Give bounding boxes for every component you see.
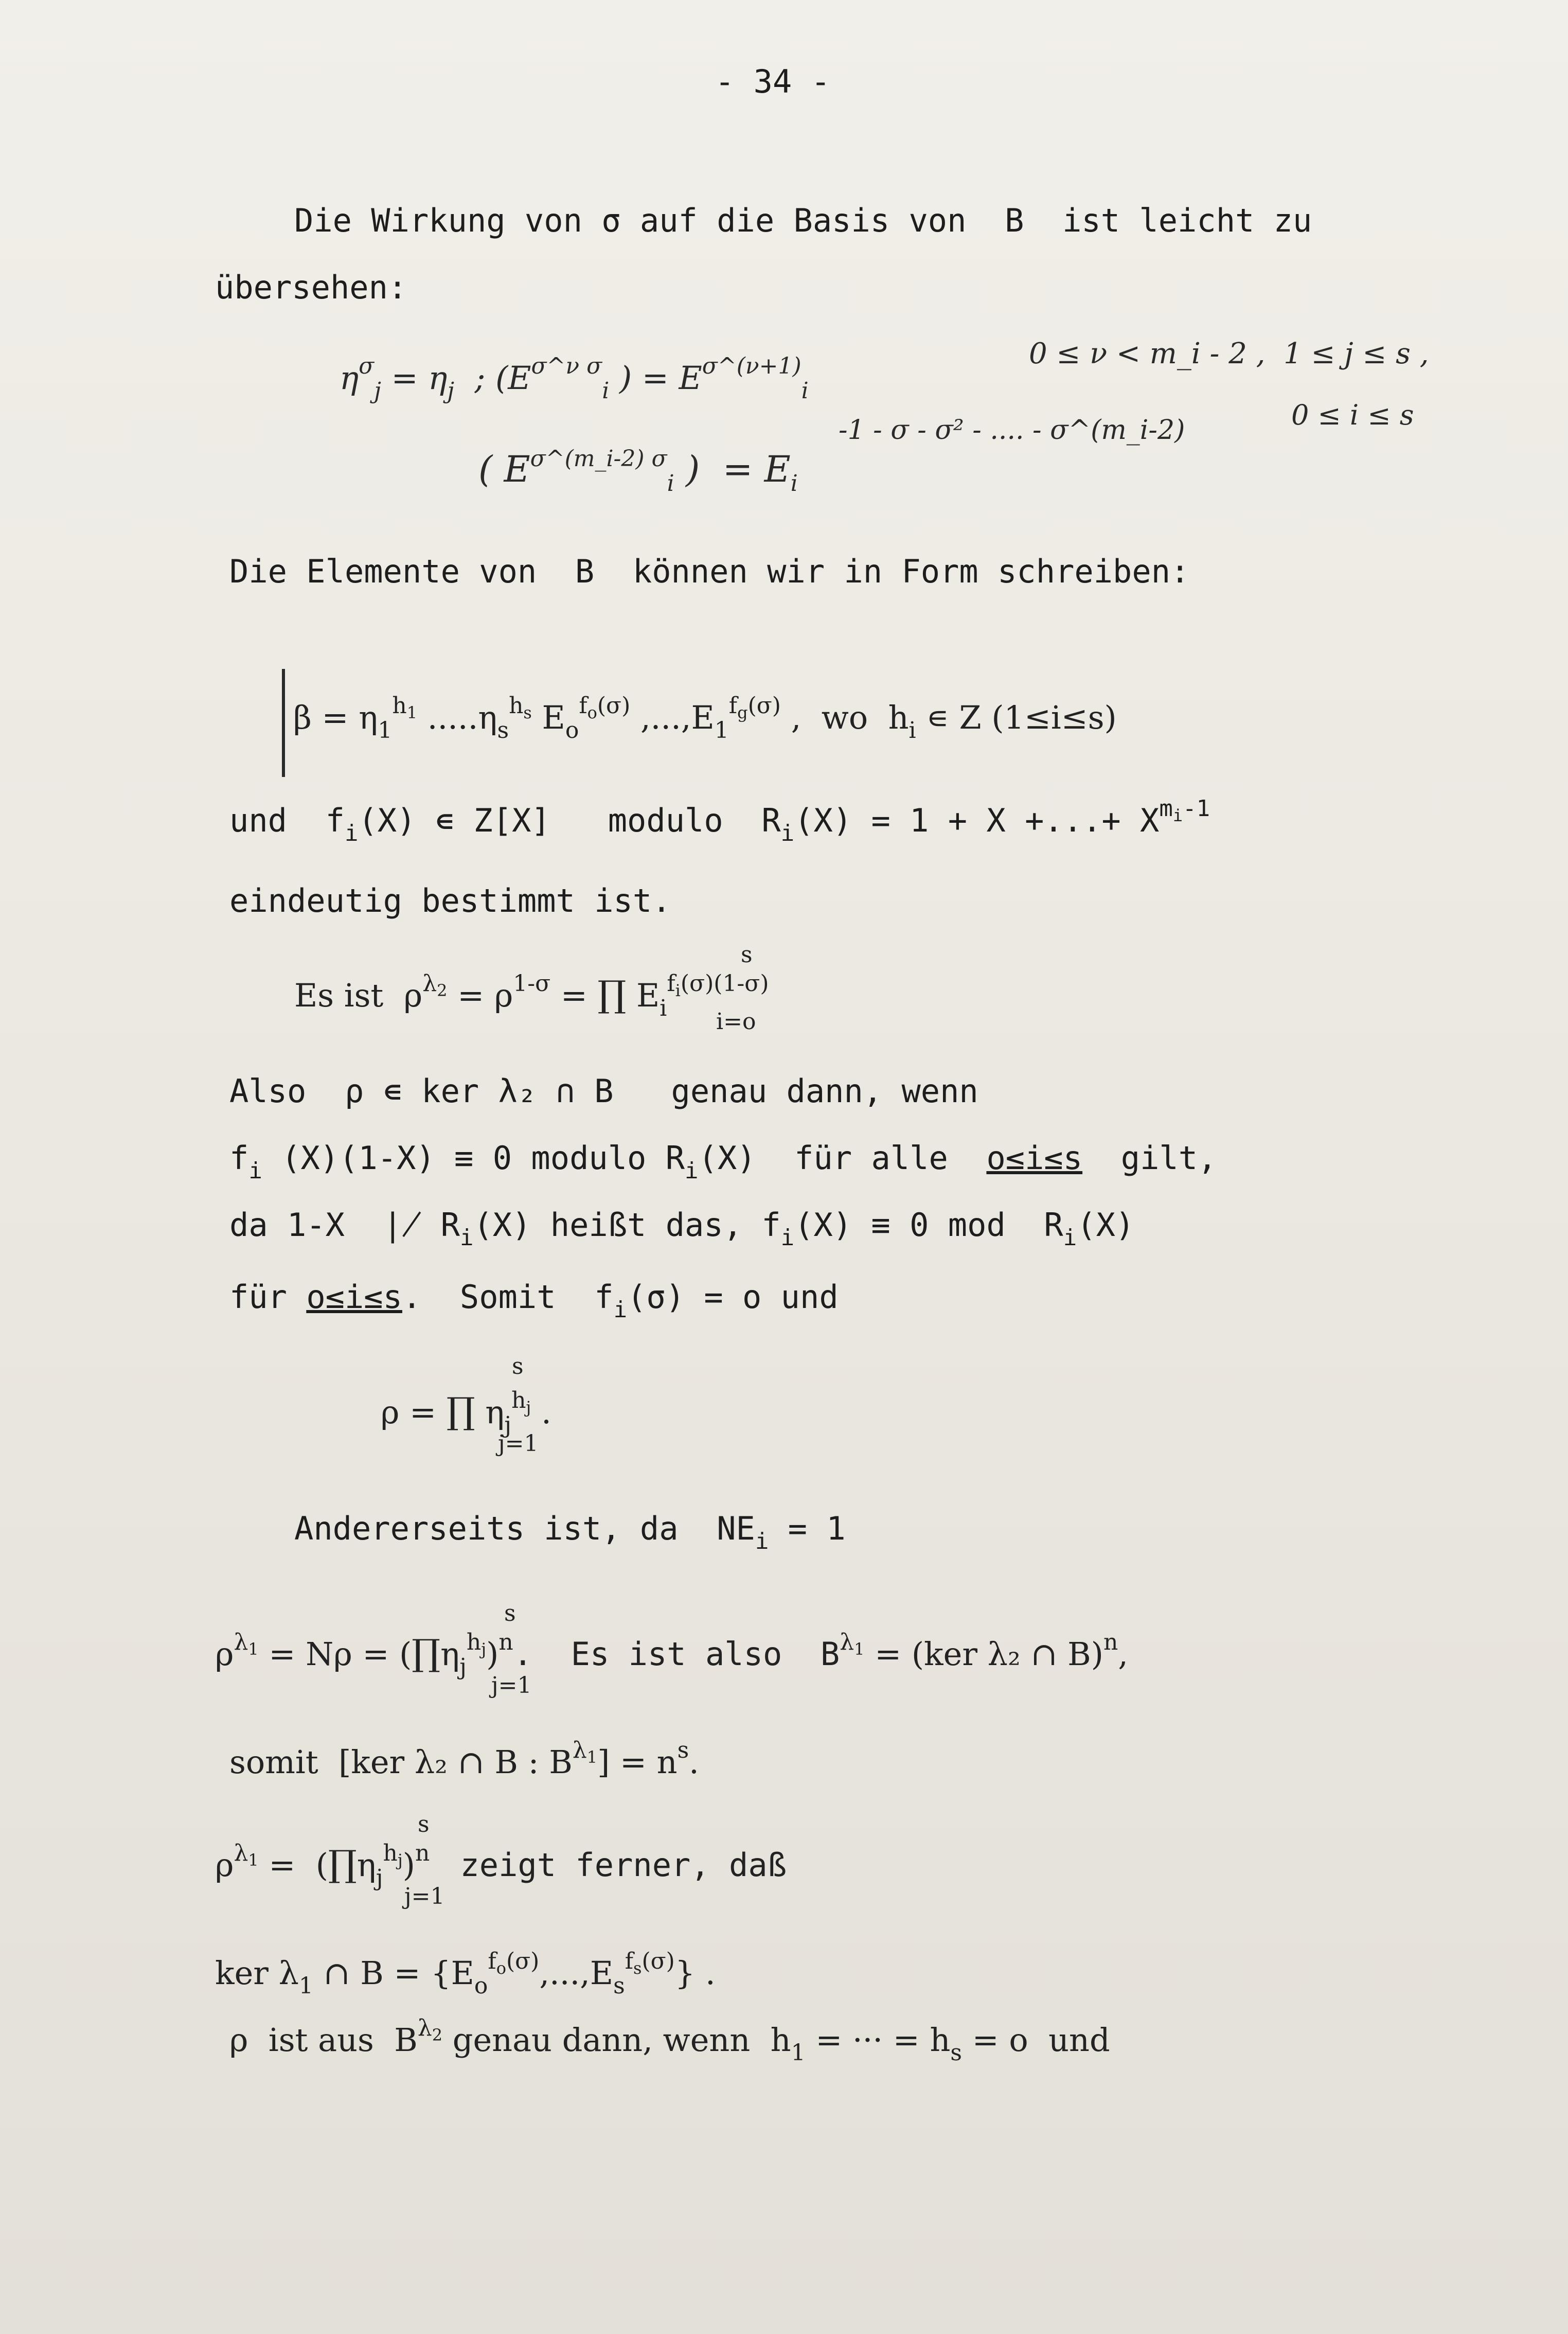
last-line: ρ ist aus $B^{\lambda_2}$ genau dann, wenn $h_1$ = ··· = $h_s = o$ und [229, 2015, 1110, 2066]
also-line: Also ρ ∊ ker λ₂ ∩ B genau dann, wenn [229, 1072, 978, 1110]
rho-prod-lower: j=1 [498, 1430, 539, 1457]
rho-prod-upper: s [512, 1353, 524, 1380]
rho-lambda1-equation: $\rho^{\lambda_1} = N\rho$ = $(\prod\eta_j^{h_j})^n$. Es ist also $B^{\lambda_1} = (ker$ λ₂ ∩ B)$^n$, [215, 1629, 1128, 1680]
margin-bar [282, 669, 285, 777]
es-ist-prod-upper: s [741, 942, 753, 968]
beta-equation: $\beta = \eta_1^{h_1}$ $.....\eta_s^{h_s}$ $E_o^{f_o(\sigma)}$ $,...,E_1^{f_g(\sigma)}$ , wo $h_i$ ∊ Z (1≤i≤s) [293, 693, 1117, 744]
ker-line: ker $\lambda_1$ ∩ $B = \{E_o^{f_o(\sigma)},...,E_s^{f_s(\sigma)}\}$ . [215, 1948, 716, 1999]
handwritten-eq-1: $\eta^\sigma_j = \eta_j$ ; ($E^{\sigma\^{}\nu \sigma}_i$ ) = $E^{\sigma\^{}(\nu+1)}_i$ [340, 353, 809, 404]
rho-l2-prod-upper: s [418, 1811, 430, 1837]
handwritten-eq-2: ( $E^{\sigma\^{}(m\_i-2) \sigma}_i$ ) = $E_i$ [478, 446, 798, 497]
handwritten-eq-1-index-range: 0 ≤ i ≤ s [1291, 399, 1414, 431]
handwritten-eq-1-condition: 0 ≤ ν < m_i - 2 , 1 ≤ j ≤ s , [1029, 337, 1429, 370]
intro-line-1: Die Wirkung von σ auf die Basis von B ist leicht zu [294, 202, 1312, 239]
page-number: - 34 - [715, 63, 830, 100]
da-line: da 1-X ∤ $R_i(X)$ heißt das, $f_i(X) \equiv 0$ mod $R_i(X)$ [229, 1206, 1135, 1251]
rho-l1-prod-upper: s [504, 1600, 516, 1626]
modulo-line: und $f_i(X)$ ∊ Z[X] modulo $R_i(X) = 1 + X$ +...+ $X^{m_i-1}$ [229, 795, 1210, 846]
rho-lambda1-second: $\rho^{\lambda_1}$ = $(\prod\eta_j^{h_j})^n$ zeigt ferner, daß [215, 1840, 787, 1891]
handwritten-eq-2-exponent: -1 - σ - σ² - .... - σ^(m_i-2) [839, 415, 1185, 446]
andererseits-line: Andererseits ist, da $NE_i = 1$ [294, 1510, 846, 1554]
somit-line: somit [ker λ₂ ∩ B : $B^{\lambda_1}] = n^s$. [229, 1737, 699, 1781]
rho-product-equation: ρ = ∏ $\eta_j^{h_j}$ . [381, 1387, 551, 1438]
fuer-line: für o≤i≤s. Somit $f_i(\sigma) = o$ und [229, 1278, 839, 1323]
rho-l1-prod-lower: j=1 [491, 1672, 532, 1699]
es-ist-equation: Es ist $\rho^{\lambda_2} = \rho^{1-\sigma}$ = ∏ $E_i^{f_i(\sigma)(1-\sigma)}$ [294, 970, 769, 1021]
rho-l2-prod-lower: j=1 [404, 1883, 445, 1909]
eindeutig-line: eindeutig bestimmt ist. [229, 882, 671, 920]
es-ist-prod-lower: i=o [716, 1009, 756, 1035]
elements-intro: Die Elemente von B können wir in Form schreiben: [229, 553, 1190, 590]
fi-condition-line: $f_i$ (X)(1-X) ≡ 0 modulo $R_i(X)$ für alle o≤i≤s gilt, [229, 1139, 1217, 1184]
intro-line-2: übersehen: [215, 269, 407, 306]
